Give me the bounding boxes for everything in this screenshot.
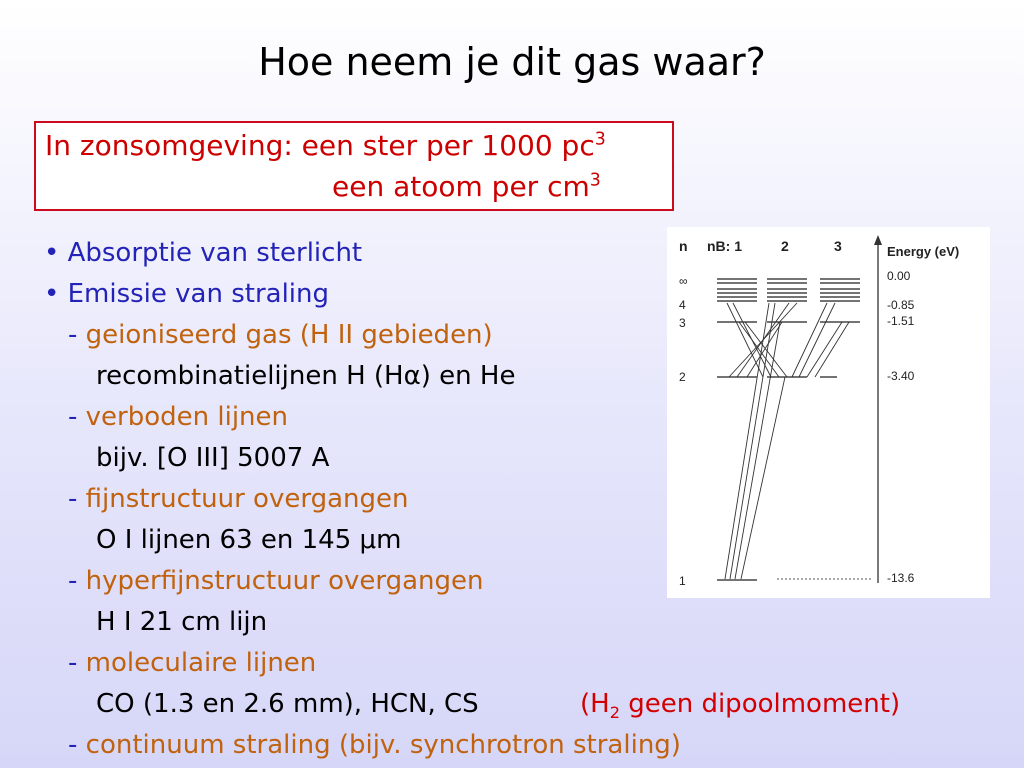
- energy-axis-label: Energy (eV): [887, 244, 960, 259]
- energy-value-inf: 0.00: [887, 269, 911, 283]
- energy-axis-arrow: [874, 235, 882, 245]
- sub-forbidden-lines: - verboden lijnen: [68, 402, 289, 432]
- sub-ionized-gas: - geioniseerd gas (H II gebieden): [68, 320, 493, 350]
- detail-forbidden: bijv. [O III] 5007 A: [96, 443, 330, 473]
- bullet-emission: • Emissie van straling: [44, 279, 330, 309]
- level-label-inf: ∞: [679, 274, 688, 288]
- energy-value-1: -13.6: [887, 571, 915, 585]
- level-label-2: 2: [679, 370, 686, 384]
- level-label-1: 1: [679, 574, 686, 588]
- sub-molecular: - moleculaire lijnen: [68, 648, 317, 678]
- col-n-label: n: [679, 238, 688, 254]
- hydrogen-energy-level-diagram: [667, 227, 990, 598]
- level-label-3: 3: [679, 316, 686, 330]
- transition-lines: [725, 303, 849, 579]
- detail-molecular: CO (1.3 en 2.6 mm), HCN, CS: [96, 689, 479, 719]
- sub-fine-structure: - fijnstructuur overgangen: [68, 484, 409, 514]
- energy-level-lines: [717, 279, 860, 580]
- density-line-star: In zonsomgeving: een ster per 1000 $pc^3$: [45, 129, 606, 162]
- bullet-absorption: • Absorptie van sterlicht: [44, 238, 363, 268]
- detail-fine-structure: O I lijnen 63 en 145 μm: [96, 525, 402, 555]
- col-series-3-label: 3: [834, 238, 842, 254]
- col-series-1-label: nB: 1: [707, 238, 742, 254]
- col-series-2-label: 2: [781, 238, 789, 254]
- sub-continuum: - continuum straling (bijv. synchrotron straling): [68, 730, 681, 760]
- note-h2-dipole: ($H_2$ geen dipoolmoment): [580, 689, 901, 723]
- energy-value-4: -0.85: [887, 298, 915, 312]
- detail-hyperfine: H I 21 cm lijn: [96, 607, 268, 637]
- slide-title: Hoe neem je dit gas waar?: [258, 40, 766, 84]
- density-box: [34, 121, 674, 211]
- energy-value-3: -1.51: [887, 314, 915, 328]
- level-label-4: 4: [679, 298, 686, 312]
- density-line-atom: een atoom per $cm^3$: [332, 170, 601, 203]
- energy-value-2: -3.40: [887, 369, 915, 383]
- sub-hyperfine: - hyperfijnstructuur overgangen: [68, 566, 484, 596]
- detail-recombination: recombinatielijnen H (Hα) en He: [96, 361, 516, 391]
